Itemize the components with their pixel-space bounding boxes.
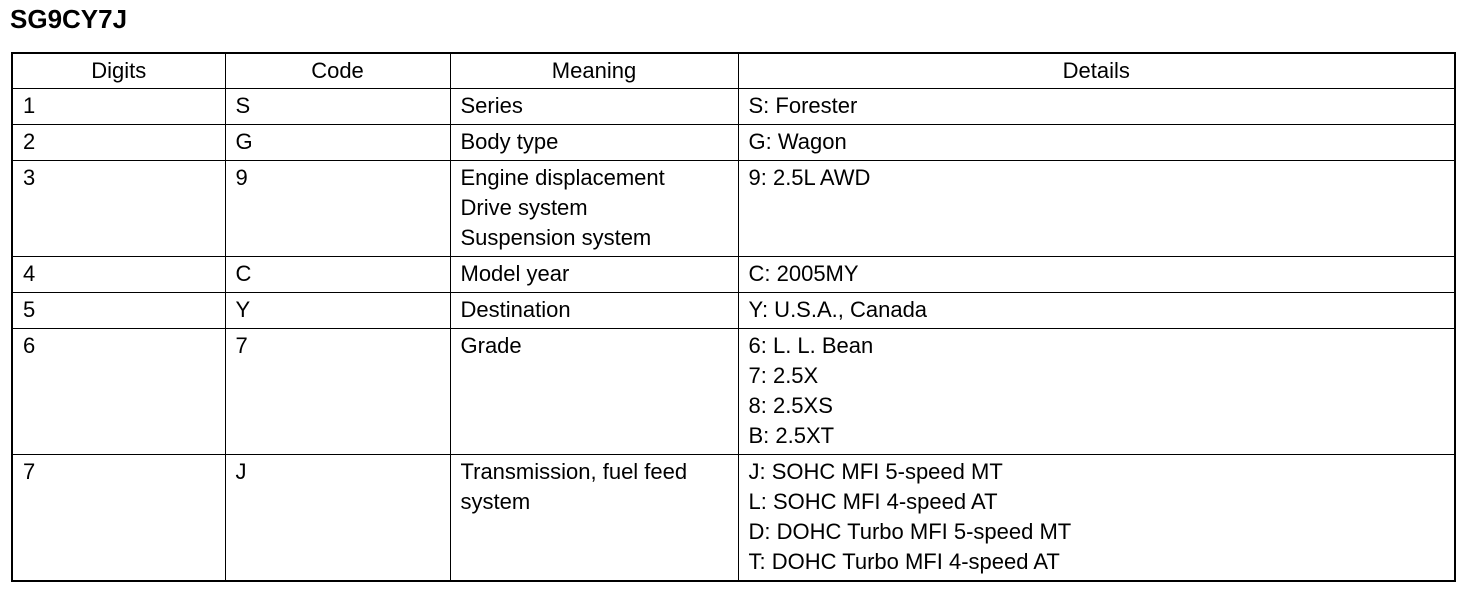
cell-digit: 7: [12, 455, 225, 582]
cell-digit: 3: [12, 161, 225, 257]
details-line: B: 2.5XT: [748, 423, 835, 448]
cell-digit: 2: [12, 125, 225, 161]
details-line: T: DOHC Turbo MFI 4-speed AT: [748, 549, 1060, 574]
meaning-line: Grade: [460, 333, 522, 358]
cell-meaning: [450, 329, 738, 455]
cell-details: [738, 455, 1455, 582]
meaning-line: Model year: [460, 261, 570, 286]
vin-code-table: [11, 52, 1456, 582]
details-line: G: Wagon: [748, 129, 847, 154]
document-title: SG9CY7J: [10, 4, 128, 34]
cell-code: C: [225, 257, 450, 293]
details-line: D: DOHC Turbo MFI 5-speed MT: [748, 519, 1072, 544]
cell-code: G: [225, 125, 450, 161]
header-digits: Digits: [12, 53, 225, 89]
cell-details: [738, 125, 1455, 161]
details-line: J: SOHC MFI 5-speed MT: [748, 459, 1003, 484]
cell-code: S: [225, 89, 450, 125]
cell-details: [738, 89, 1455, 125]
cell-meaning: [450, 125, 738, 161]
cell-meaning: [450, 257, 738, 293]
cell-digit: 6: [12, 329, 225, 455]
cell-details: [738, 257, 1455, 293]
cell-digit: 5: [12, 293, 225, 329]
cell-digit: 4: [12, 257, 225, 293]
details-line: C: 2005MY: [748, 261, 859, 286]
header-row: [12, 53, 1455, 89]
meaning-line: Transmission, fuel feed: [460, 459, 688, 484]
details-line: S: Forester: [748, 93, 858, 118]
details-line: 6: L. L. Bean: [748, 333, 874, 358]
cell-code: Y: [225, 293, 450, 329]
meaning-line: Engine displacement: [460, 165, 665, 190]
table-row: [12, 329, 1455, 455]
cell-code: 7: [225, 329, 450, 455]
meaning-line: Suspension system: [460, 225, 652, 250]
details-line: 8: 2.5XS: [748, 393, 833, 418]
details-line: L: SOHC MFI 4-speed AT: [748, 489, 998, 514]
table-row: [12, 293, 1455, 329]
table-row: [12, 161, 1455, 257]
header-meaning: Meaning: [450, 53, 738, 89]
cell-code: J: [225, 455, 450, 582]
meaning-line: Series: [460, 93, 523, 118]
meaning-line: system: [460, 489, 531, 514]
cell-meaning: [450, 89, 738, 125]
cell-details: [738, 293, 1455, 329]
details-line: 9: 2.5L AWD: [748, 165, 871, 190]
cell-meaning: [450, 293, 738, 329]
meaning-line: Body type: [460, 129, 559, 154]
cell-details: [738, 329, 1455, 455]
cell-code: 9: [225, 161, 450, 257]
header-code: Code: [225, 53, 450, 89]
cell-meaning: [450, 455, 738, 582]
details-line: 7: 2.5X: [748, 363, 819, 388]
table-row: [12, 257, 1455, 293]
header-details: Details: [738, 53, 1455, 89]
details-line: Y: U.S.A., Canada: [748, 297, 928, 322]
table-row: [12, 455, 1455, 582]
table-header: [12, 53, 1455, 89]
cell-details: [738, 161, 1455, 257]
cell-meaning: [450, 161, 738, 257]
cell-digit: 1: [12, 89, 225, 125]
table-body: [12, 89, 1455, 582]
meaning-line: Drive system: [460, 195, 588, 220]
meaning-line: Destination: [460, 297, 571, 322]
table-row: [12, 89, 1455, 125]
table-row: [12, 125, 1455, 161]
